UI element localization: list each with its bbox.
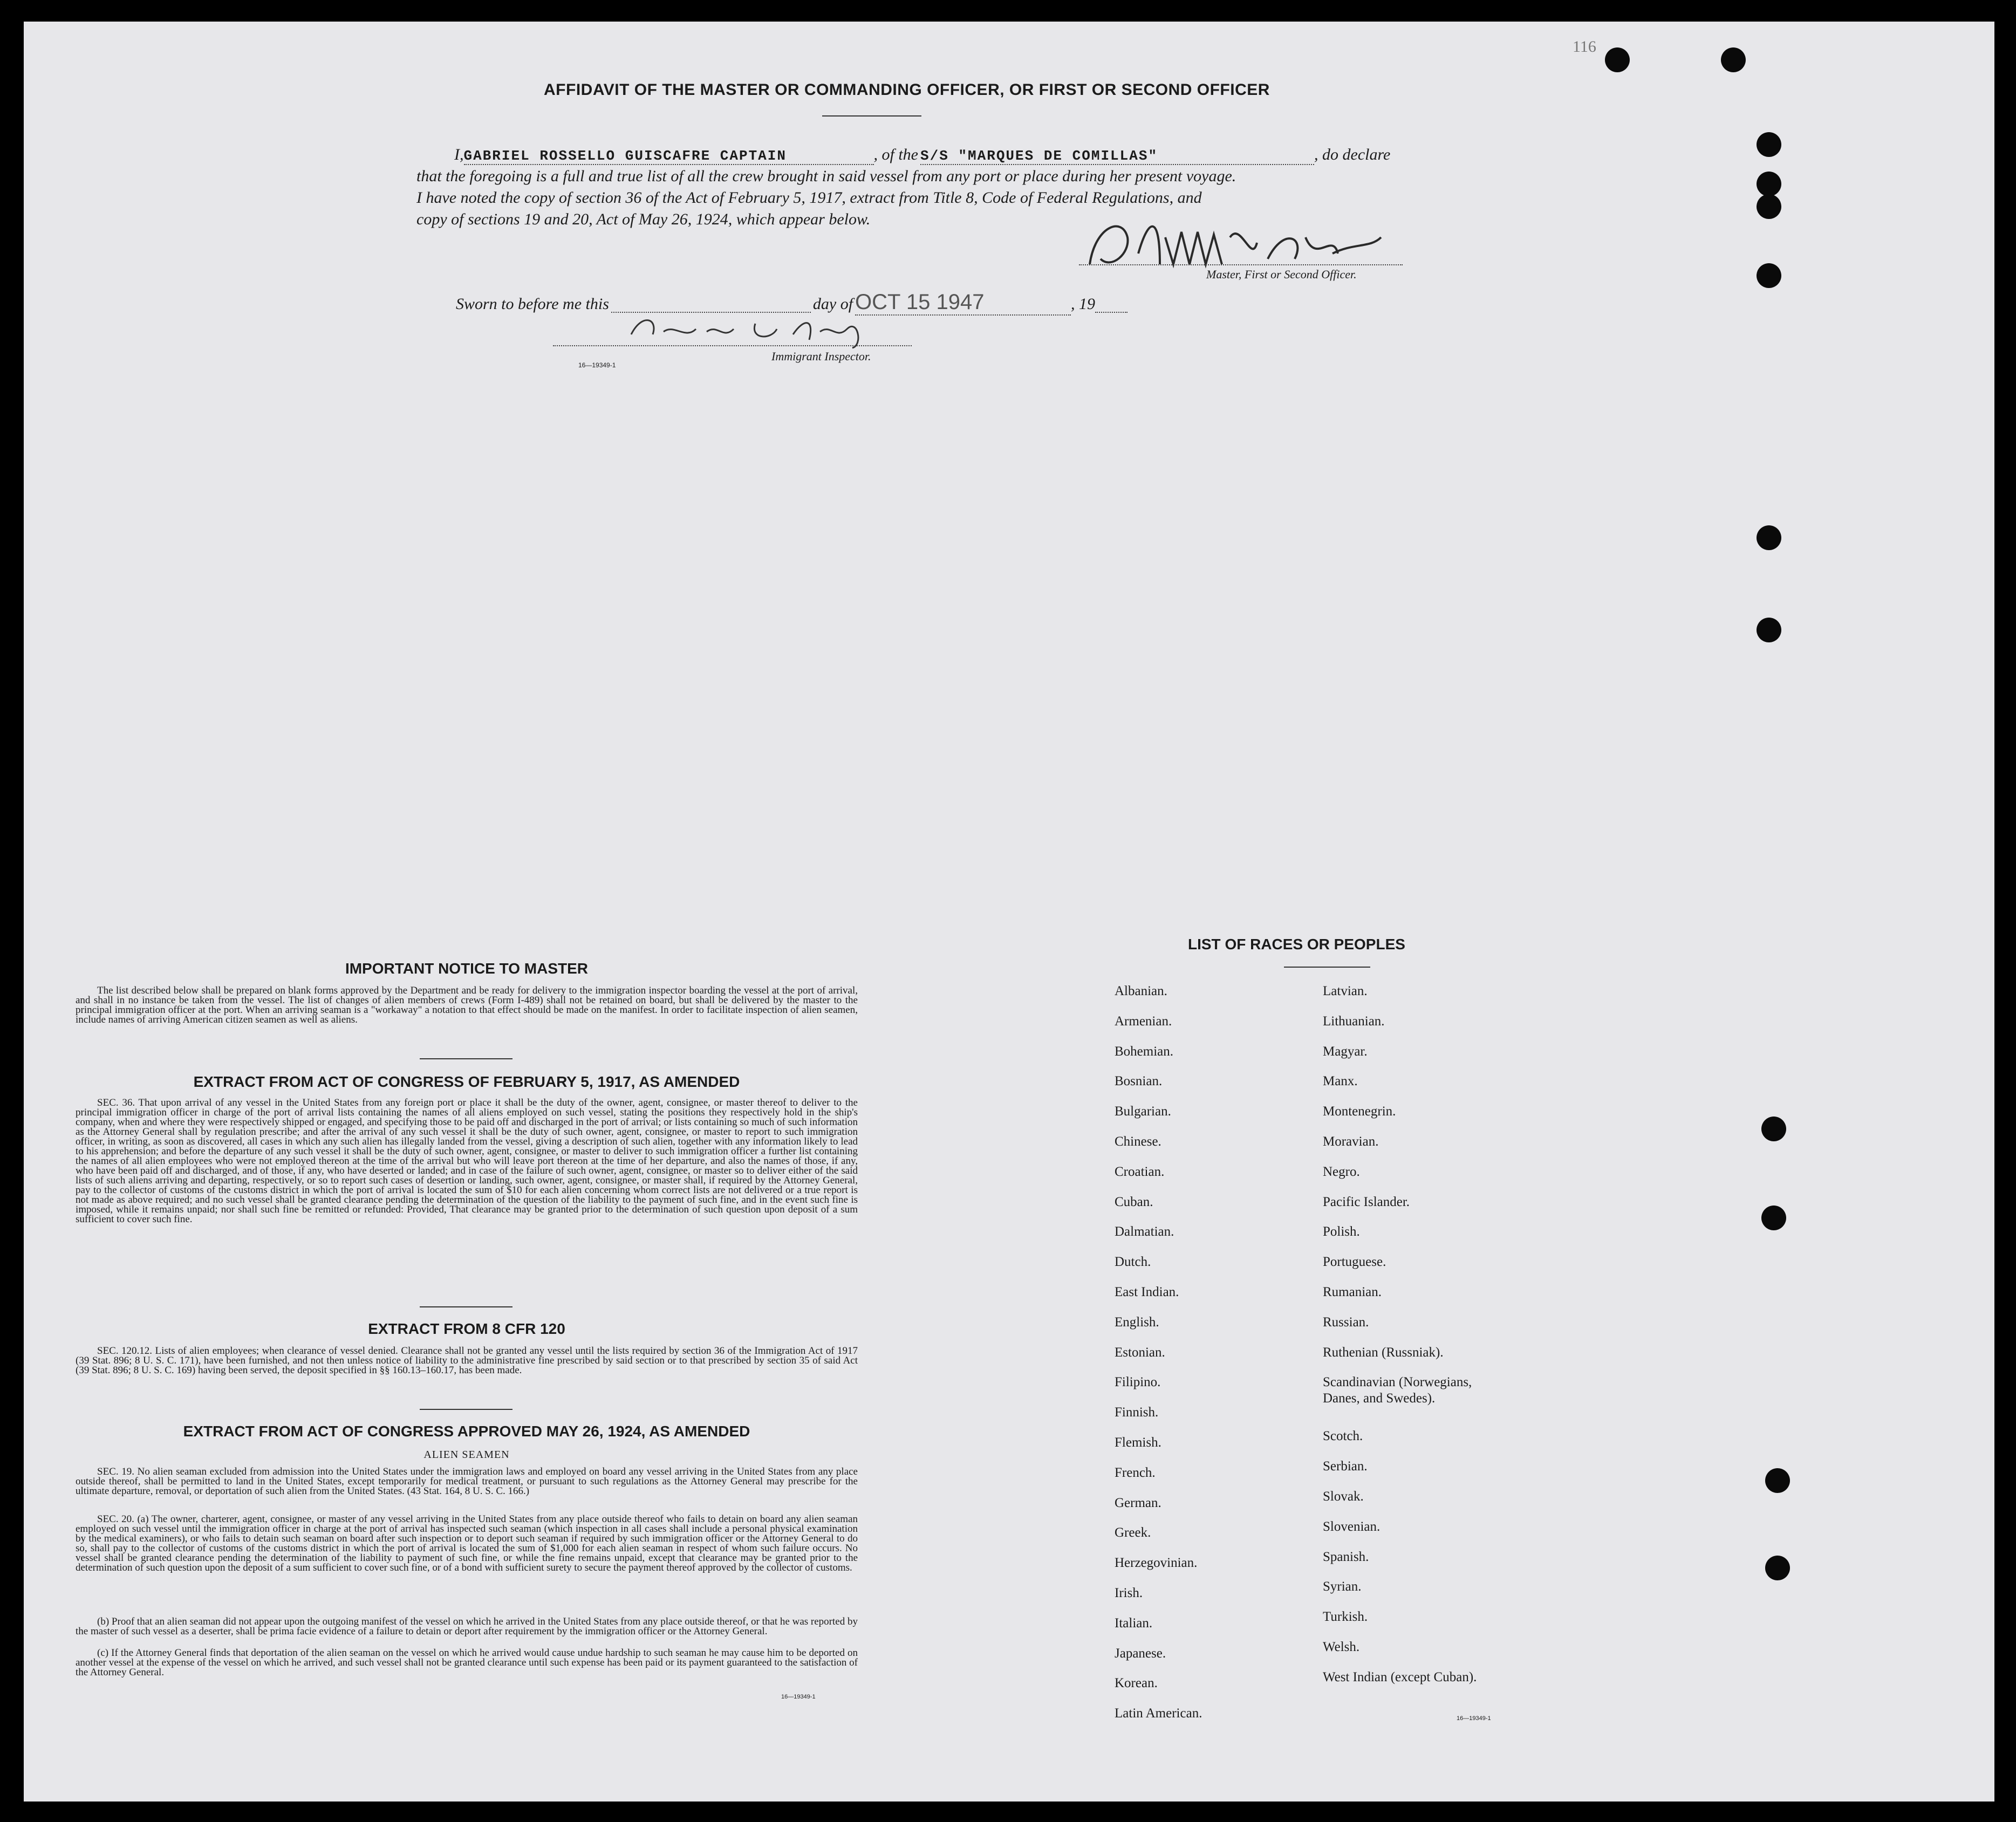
race-item: Serbian.: [1323, 1459, 1368, 1474]
year-text: , 19: [1071, 295, 1096, 313]
race-item: East Indian.: [1115, 1285, 1179, 1299]
race-item: Scotch.: [1323, 1429, 1363, 1444]
race-item: West Indian (except Cuban).: [1323, 1669, 1477, 1684]
race-item: Dutch.: [1115, 1255, 1151, 1270]
race-item: Croatian.: [1115, 1164, 1165, 1179]
race-item: Manx.: [1323, 1074, 1358, 1089]
day-of-text: day of: [812, 295, 853, 313]
race-item: Filipino.: [1115, 1375, 1161, 1390]
punch-hole: [1757, 525, 1781, 550]
race-item: Bohemian.: [1115, 1044, 1174, 1059]
affidavit-line-4: copy of sections 19 and 20, Act of May 26, 1924, which appear below.: [416, 210, 871, 228]
sec20b-body: (b) Proof that an alien seaman did not appear upon the outgoing manifest of the vessel on which he arrived in the United States from any place outside thereof, or that he was reported by the master of such vessel as a deserter, shall be prima facie evidence of a failure to detain or deport after requirement by the immigration officer or the Attorney General.: [76, 1616, 858, 1637]
race-item: Irish.: [1115, 1586, 1143, 1600]
inspector-signature: [620, 302, 890, 351]
race-item: Herzegovinian.: [1115, 1556, 1198, 1571]
signature-line: [1079, 264, 1403, 265]
race-item: Estonian.: [1115, 1345, 1165, 1360]
punch-hole: [1757, 263, 1781, 288]
form-number: 16—19349-1: [1457, 1715, 1491, 1722]
race-item: Portuguese.: [1323, 1255, 1386, 1270]
extract-cfr-body: SEC. 120.12. Lists of alien employees; when clearance of vessel denied. Clearance shall not be granted any vessel until the lists required by section 36 of the Immigration Act of 1917 (39 Stat. 896; 8 U. S. C. 171), have been furnished, and not then unless notice of liability to the administrative fine prescribed by said section or to that prescribed by section 35 of said Act (39 Stat. 896; 8 U. S. C. 169) having been served, the deposit specified in §§ 160.13–160.17, has been made.: [76, 1345, 858, 1376]
notice-title: IMPORTANT NOTICE TO MASTER: [345, 960, 589, 977]
notice-body: The list described below shall be prepared on blank forms approved by the Department and be ready for delivery to the immigration inspector boarding the vessel at the port of arrival, and shall in no instance be taken from the vessel. The list of changes of alien members of crews (Form I-489) shall not be retained on board, but shall be delivered by the master to the principal immigration officer at the port. When an arriving seaman is a "workaway" a notation to that effect should be made on the manifest. In order to facilitate inspection of alien seamen, include names of arriving American citizen seamen as well as aliens.: [76, 985, 858, 1025]
race-item: Scandinavian (Norwegians,: [1323, 1375, 1472, 1390]
race-item: English.: [1115, 1314, 1159, 1330]
race-item: Negro.: [1323, 1164, 1360, 1179]
form-number: 16—19349-1: [578, 361, 616, 369]
race-item: Greek.: [1115, 1525, 1151, 1540]
race-item: Spanish.: [1323, 1549, 1369, 1564]
race-item: Pacific Islander.: [1323, 1194, 1410, 1209]
extract-1924-subtitle: ALIEN SEAMEN: [423, 1449, 510, 1461]
race-item: Slovak.: [1323, 1489, 1364, 1504]
punch-hole: [1721, 47, 1746, 72]
sec20a-body: SEC. 20. (a) The owner, charterer, agent, consignee, or master of any vessel arriving in the United States from any place outside thereof who fails to detain on board any alien seaman employed on such vessel until the immigration officer in charge at the port of arrival has inspected such seaman (which inspection in all cases shall include a personal physical examination by the medical examiners), or who fails to detain such seaman on board after such inspection or to deport such seaman if required by such immigration officer or the Attorney General to do so, shall pay to the collector of customs of the customs district in which the port of arrival is located the sum of $1,000 for each alien seaman in respect of whom such failure occurs. No vessel shall be granted clearance pending the determination of the liability to payment of such fine, or while the fine remains unpaid, except that clearance may be granted prior to the determination of such question upon the deposit of a sum sufficient to cover such fine, or of a bond with sufficient surety to secure the payment thereof approved by the collector of customs.: [76, 1513, 858, 1573]
race-item: Syrian.: [1323, 1579, 1362, 1594]
sec19-body: SEC. 19. No alien seaman excluded from admission into the United States under the immigration laws and employed on board any vessel arriving in the United States from any place outside thereof, shall be permitted to land in the United States, except temporarily for medical treatment, or pursuant to such regulations as the Attorney General may prescribe for the ultimate departure, removal, or deportation of such alien from the United States. (43 Stat. 164, 8 U. S. C. 166.): [76, 1466, 858, 1497]
text-prefix: I,: [454, 146, 464, 163]
race-item: Turkish.: [1323, 1609, 1368, 1625]
race-item: Korean.: [1115, 1676, 1158, 1691]
extract-1917-body: SEC. 36. That upon arrival of any vessel in the United States from any foreign port or place it shall be the duty of the owner, agent, consignee, or master thereof to deliver to the principal immigration officer in charge of the port of arrival lists containing the names of all aliens employed on such vessel, stating the positions they respectively hold in the ship's company, when and where they were respectively shipped or engaged, and specifying those to be paid off and discharged in the port of arrival; or lists containing so much of such information as the Attorney General shall by regulation prescribe; and after the arrival of any such vessel it shall be the duty of such owner, agent, consignee, or master to report to such immigration officer, in writing, as soon as discovered, all cases in which any such alien has illegally landed from the vessel, giving a description of such alien, together with any information likely to lead to his apprehension; and before the departure of any such vessel it shall be the duty of such owner, agent, consignee, or master to deliver to such immigration officer a further list containing the names of all alien employees who were not employed thereon at the time of the arrival but who will leave port thereon at the time of her departure, and also the names of those, if any, who have been paid off and discharged, and of those, if any, who have deserted or landed; and in case of the failure of such owner, agent, consignee, or master so to deliver either of the said lists of such aliens arriving and departing, respectively, or so to report such cases of desertion or landing, such owner, agent, consignee, or master shall, if required by the Attorney General, pay to the collector of customs of the customs district in which the port of arrival is located the sum of $10 for each alien concerning whom correct lists are not delivered or a true report is not made as above required; and no such vessel shall be granted clearance pending the determination of the question of the liability to the payment of such fine, and in the event such fine is imposed, while it remains unpaid; nor shall such fine be remitted or refunded: Provided, That clearance may be granted prior to the determination of such question upon deposit of a sum sufficient to cover such fine.: [76, 1097, 858, 1225]
race-item: Ruthenian (Russniak).: [1323, 1345, 1444, 1360]
punch-hole: [1761, 1205, 1786, 1230]
race-item: Polish.: [1323, 1224, 1360, 1239]
date-stamp: OCT 15 1947: [855, 290, 1071, 316]
race-item: Italian.: [1115, 1615, 1153, 1631]
race-item: Slovenian.: [1323, 1519, 1381, 1534]
divider: [420, 1409, 512, 1410]
extract-1924-title: EXTRACT FROM ACT OF CONGRESS APPROVED MAY 26, 1924, AS AMENDED: [183, 1423, 750, 1440]
race-item: Danes, and Swedes).: [1323, 1391, 1436, 1406]
divider: [1284, 967, 1370, 968]
extract-1917-title: EXTRACT FROM ACT OF CONGRESS OF FEBRUARY 5, 1917, AS AMENDED: [193, 1073, 740, 1090]
divider: [822, 115, 921, 117]
sworn-text: Sworn to before me this: [456, 295, 609, 313]
master-name-field: GABRIEL ROSSELLO GUISCAFRE CAPTAIN: [464, 148, 874, 165]
race-item: Moravian.: [1323, 1134, 1379, 1149]
affidavit-line-3: I have noted the copy of section 36 of the Act of February 5, 1917, extract from Title 8, Code of Federal Regulations, and: [416, 189, 1202, 207]
race-item: German.: [1115, 1495, 1161, 1510]
affidavit-line-2: that the foregoing is a full and true list of all the crew brought in said vessel from any port or place during her present voyage.: [416, 167, 1236, 185]
inspector-label: Immigrant Inspector.: [771, 350, 871, 363]
master-label: Master, First or Second Officer.: [1206, 268, 1357, 281]
race-item: Dalmatian.: [1115, 1224, 1174, 1239]
punch-hole: [1757, 618, 1781, 642]
affidavit-title: AFFIDAVIT OF THE MASTER OR COMMANDING OFFICER, OR FIRST OR SECOND OFFICER: [544, 81, 1270, 99]
race-item: Bosnian.: [1115, 1074, 1163, 1089]
race-item: Montenegrin.: [1323, 1104, 1396, 1119]
vessel-name-field: S/S "MARQUES DE COMILLAS": [920, 148, 1314, 165]
affidavit-line-1: [454, 146, 1414, 165]
punch-hole: [1761, 1117, 1786, 1141]
race-item: Lithuanian.: [1323, 1013, 1385, 1029]
race-item: Russian.: [1323, 1314, 1369, 1330]
race-item: Finnish.: [1115, 1405, 1159, 1420]
race-item: Armenian.: [1115, 1013, 1172, 1029]
punch-hole: [1605, 47, 1630, 72]
race-item: French.: [1115, 1465, 1156, 1480]
race-item: Japanese.: [1115, 1646, 1166, 1661]
punch-hole: [1765, 1556, 1790, 1580]
race-item: Latvian.: [1323, 984, 1368, 998]
races-title: LIST OF RACES OR PEOPLES: [1188, 936, 1405, 953]
race-item: Albanian.: [1115, 984, 1167, 998]
race-item: Flemish.: [1115, 1435, 1161, 1450]
divider: [420, 1306, 512, 1307]
form-number: 16—19349-1: [781, 1694, 816, 1700]
extract-cfr-title: EXTRACT FROM 8 CFR 120: [368, 1320, 565, 1337]
punch-hole: [1765, 1468, 1790, 1493]
scan-border: [1994, 0, 2016, 1822]
text-of-the: , of the: [873, 146, 918, 163]
race-item: Cuban.: [1115, 1194, 1153, 1209]
page-mark: 116: [1573, 38, 1596, 56]
punch-hole: [1757, 194, 1781, 219]
race-item: Chinese.: [1115, 1134, 1161, 1149]
text-do-declare: , do declare: [1314, 146, 1391, 163]
race-item: Welsh.: [1323, 1640, 1360, 1654]
race-item: Latin American.: [1115, 1706, 1202, 1721]
inspector-line: [553, 345, 912, 346]
race-item: Bulgarian.: [1115, 1104, 1171, 1119]
sec20c-body: (c) If the Attorney General finds that deportation of the alien seaman on the vessel on which he arrived would cause undue hardship to such seaman he may cause him to be deported on another vessel at the expense of the vessel on which he arrived, and such vessel shall not be granted clearance until such expense has been paid or its payment guaranteed to the satisfaction of the Attorney General.: [76, 1647, 858, 1678]
race-item: Magyar.: [1323, 1044, 1368, 1059]
punch-hole: [1757, 132, 1781, 157]
punch-hole: [1757, 172, 1781, 196]
race-item: Rumanian.: [1323, 1285, 1382, 1299]
divider: [420, 1058, 512, 1059]
